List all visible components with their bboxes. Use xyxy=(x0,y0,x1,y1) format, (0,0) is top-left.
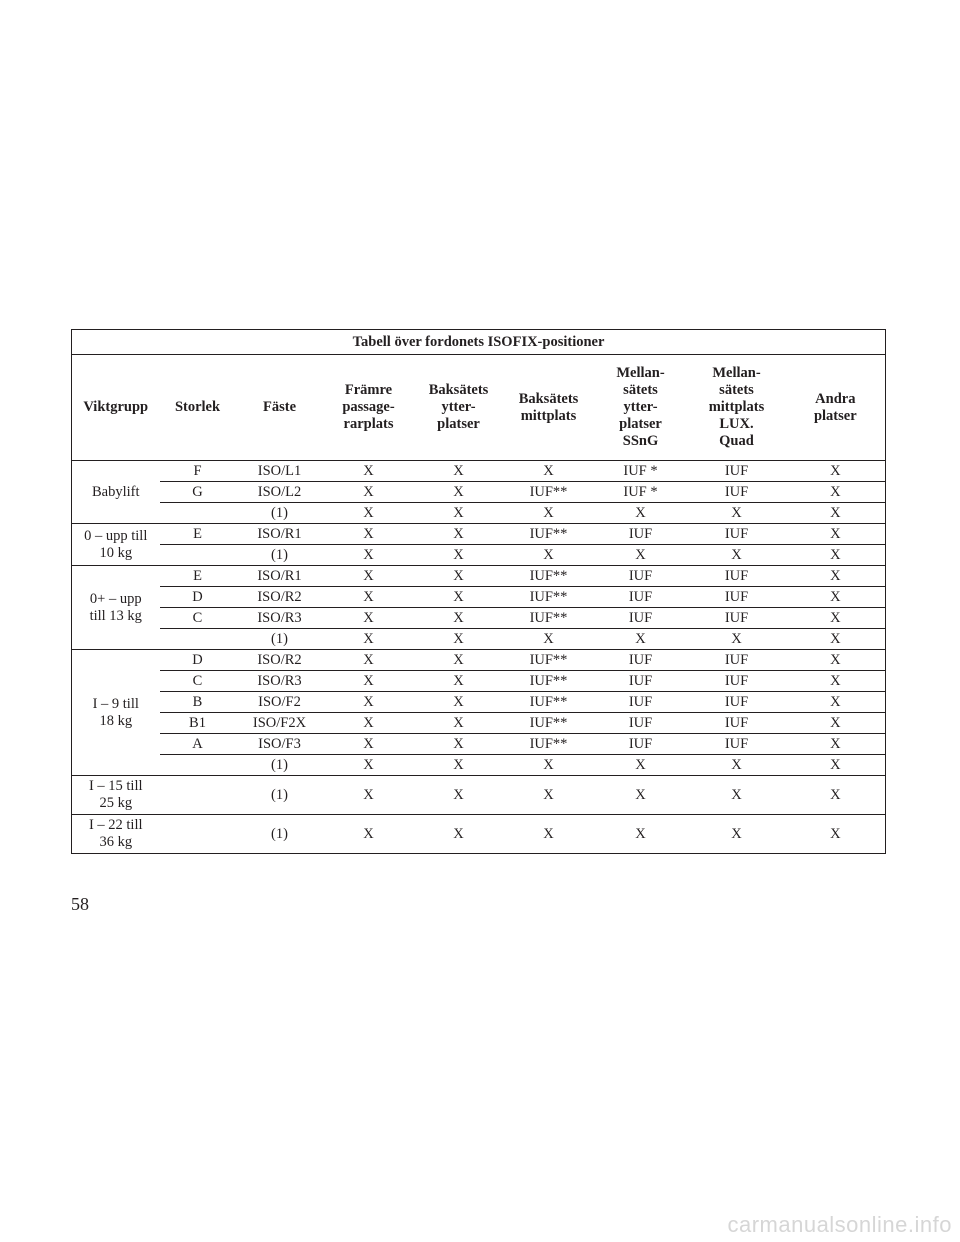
table-cell: IUF xyxy=(688,734,786,755)
table-cell: X xyxy=(324,734,414,755)
table-cell: X xyxy=(324,587,414,608)
table-cell: D xyxy=(160,650,236,671)
table-cell: IUF xyxy=(688,482,786,503)
table-cell: IUF * xyxy=(594,482,688,503)
weight-group-cell: I – 22 till 36 kg xyxy=(72,815,160,854)
table-cell: IUF xyxy=(594,734,688,755)
table-row xyxy=(72,587,886,608)
table-cell: X xyxy=(688,755,786,776)
table-cell: X xyxy=(414,629,504,650)
table-cell: X xyxy=(504,503,594,524)
table-row xyxy=(72,671,886,692)
table-cell: IUF xyxy=(688,671,786,692)
table-cell: IUF xyxy=(688,650,786,671)
table-cell: IUF xyxy=(688,692,786,713)
table-cell: X xyxy=(688,503,786,524)
table-cell: X xyxy=(414,482,504,503)
table-cell: IUF xyxy=(594,524,688,545)
column-header: Baksätets mittplats xyxy=(504,355,594,461)
table-cell: IUF xyxy=(688,524,786,545)
table-cell: X xyxy=(786,608,886,629)
table-cell: X xyxy=(414,524,504,545)
table-cell: X xyxy=(688,776,786,815)
table-cell: X xyxy=(414,734,504,755)
table-cell: ISO/R2 xyxy=(236,650,324,671)
table-cell xyxy=(160,815,236,854)
table-cell: IUF** xyxy=(504,734,594,755)
table-cell: X xyxy=(324,755,414,776)
table-cell: X xyxy=(324,629,414,650)
table-cell: ISO/R2 xyxy=(236,587,324,608)
table-cell: X xyxy=(594,755,688,776)
table-cell: X xyxy=(414,755,504,776)
table-cell: X xyxy=(324,503,414,524)
column-header: Viktgrupp xyxy=(72,355,160,461)
table-cell: X xyxy=(786,461,886,482)
table-cell: IUF xyxy=(594,650,688,671)
table-title: Tabell över fordonets ISOFIX-positioner xyxy=(72,330,886,355)
column-header: Främre passage- rarplats xyxy=(324,355,414,461)
table-cell: IUF xyxy=(594,587,688,608)
table-cell: X xyxy=(414,503,504,524)
column-header: Andra platser xyxy=(786,355,886,461)
table-cell: X xyxy=(414,608,504,629)
table-cell: F xyxy=(160,461,236,482)
table-row xyxy=(72,650,886,671)
table-cell: X xyxy=(594,545,688,566)
table-cell: X xyxy=(688,545,786,566)
table-cell xyxy=(160,545,236,566)
table-cell: (1) xyxy=(236,815,324,854)
table-cell: IUF * xyxy=(594,461,688,482)
table-cell: X xyxy=(324,650,414,671)
table-cell: X xyxy=(504,545,594,566)
table-cell: X xyxy=(594,776,688,815)
table-cell: G xyxy=(160,482,236,503)
table-cell: X xyxy=(786,629,886,650)
table-cell: IUF** xyxy=(504,608,594,629)
table-cell: X xyxy=(786,776,886,815)
table-row xyxy=(72,815,886,854)
table-cell: X xyxy=(594,503,688,524)
table-cell: IUF** xyxy=(504,671,594,692)
table-row xyxy=(72,461,886,482)
table-row xyxy=(72,629,886,650)
table-cell: X xyxy=(786,482,886,503)
table-cell: IUF xyxy=(594,566,688,587)
isofix-positions-table xyxy=(71,329,886,854)
table-cell: (1) xyxy=(236,755,324,776)
table-cell xyxy=(160,755,236,776)
table-cell: B xyxy=(160,692,236,713)
table-cell: X xyxy=(504,776,594,815)
weight-group-cell: Babylift xyxy=(72,461,160,524)
table-cell: C xyxy=(160,671,236,692)
table-cell: X xyxy=(324,545,414,566)
table-cell: (1) xyxy=(236,629,324,650)
table-cell: ISO/L1 xyxy=(236,461,324,482)
table-cell xyxy=(160,776,236,815)
table-cell: X xyxy=(594,629,688,650)
table-cell: X xyxy=(414,671,504,692)
table-cell: X xyxy=(786,503,886,524)
table-cell: X xyxy=(414,461,504,482)
table-cell: ISO/R1 xyxy=(236,566,324,587)
weight-group-cell: 0+ – upp till 13 kg xyxy=(72,566,160,650)
table-row xyxy=(72,503,886,524)
page-number: 58 xyxy=(71,894,89,914)
table-cell: X xyxy=(504,629,594,650)
table-cell: X xyxy=(786,650,886,671)
table-row xyxy=(72,524,886,545)
table-cell: X xyxy=(504,461,594,482)
table-cell: X xyxy=(688,629,786,650)
table-cell: IUF xyxy=(688,587,786,608)
table-cell: IUF xyxy=(688,566,786,587)
table-cell xyxy=(160,629,236,650)
table-cell: X xyxy=(324,524,414,545)
table-cell: IUF** xyxy=(504,713,594,734)
table-cell: (1) xyxy=(236,776,324,815)
table-cell: X xyxy=(594,815,688,854)
table-cell: IUF xyxy=(594,692,688,713)
table-cell: E xyxy=(160,566,236,587)
table-cell: X xyxy=(786,755,886,776)
table-cell: E xyxy=(160,524,236,545)
table-cell: X xyxy=(786,671,886,692)
table-cell: IUF xyxy=(688,713,786,734)
table-header-row xyxy=(72,355,886,461)
table-cell: X xyxy=(324,815,414,854)
table-cell: X xyxy=(504,815,594,854)
table-cell: ISO/L2 xyxy=(236,482,324,503)
table-cell: X xyxy=(786,524,886,545)
weight-group-cell: 0 – upp till 10 kg xyxy=(72,524,160,566)
table-cell: X xyxy=(786,692,886,713)
table-cell: X xyxy=(414,692,504,713)
table-cell: X xyxy=(786,545,886,566)
weight-group-cell: I – 15 till 25 kg xyxy=(72,776,160,815)
weight-group-cell: I – 9 till 18 kg xyxy=(72,650,160,776)
table-cell: IUF** xyxy=(504,524,594,545)
table-row xyxy=(72,776,886,815)
table-cell: IUF** xyxy=(504,566,594,587)
table-cell: X xyxy=(324,671,414,692)
table-row xyxy=(72,734,886,755)
table-row xyxy=(72,566,886,587)
table-cell: X xyxy=(688,815,786,854)
table-cell: A xyxy=(160,734,236,755)
table-cell: D xyxy=(160,587,236,608)
table-cell: (1) xyxy=(236,545,324,566)
table-row xyxy=(72,692,886,713)
table-row xyxy=(72,713,886,734)
column-header: Mellan- sätets ytter- platser SSnG xyxy=(594,355,688,461)
table-cell: IUF** xyxy=(504,482,594,503)
table-cell: IUF xyxy=(594,671,688,692)
table-cell: X xyxy=(786,734,886,755)
table-cell: X xyxy=(414,650,504,671)
table-body xyxy=(72,461,886,854)
column-header: Mellan- sätets mittplats LUX. Quad xyxy=(688,355,786,461)
table-cell: IUF** xyxy=(504,692,594,713)
table-cell: X xyxy=(324,776,414,815)
table-cell: X xyxy=(414,587,504,608)
column-header: Storlek xyxy=(160,355,236,461)
table-cell: X xyxy=(414,713,504,734)
table-cell: X xyxy=(414,566,504,587)
table-row xyxy=(72,608,886,629)
table-cell xyxy=(160,503,236,524)
table-row xyxy=(72,755,886,776)
table-cell: X xyxy=(324,692,414,713)
table-row xyxy=(72,482,886,503)
table-cell: ISO/R3 xyxy=(236,671,324,692)
table-cell: X xyxy=(414,545,504,566)
table-cell: IUF** xyxy=(504,587,594,608)
table-cell: ISO/R1 xyxy=(236,524,324,545)
table-cell: IUF xyxy=(688,461,786,482)
table-cell: X xyxy=(414,815,504,854)
table-cell: X xyxy=(324,566,414,587)
table-cell: (1) xyxy=(236,503,324,524)
table-cell: IUF xyxy=(594,713,688,734)
table-cell: X xyxy=(324,482,414,503)
watermark: carmanualsonline.info xyxy=(727,1212,952,1237)
table-cell: IUF xyxy=(594,608,688,629)
table-cell: X xyxy=(324,461,414,482)
table-cell: B1 xyxy=(160,713,236,734)
table-cell: X xyxy=(414,776,504,815)
table-cell: X xyxy=(786,713,886,734)
table-cell: ISO/F3 xyxy=(236,734,324,755)
table-cell: X xyxy=(324,608,414,629)
table-cell: X xyxy=(786,566,886,587)
column-header: Fäste xyxy=(236,355,324,461)
table-row xyxy=(72,545,886,566)
table-cell: ISO/F2 xyxy=(236,692,324,713)
table-cell: ISO/F2X xyxy=(236,713,324,734)
table-cell: X xyxy=(324,713,414,734)
table-cell: ISO/R3 xyxy=(236,608,324,629)
table-cell: X xyxy=(786,815,886,854)
table-cell: IUF xyxy=(688,608,786,629)
table-cell: IUF** xyxy=(504,650,594,671)
table-cell: X xyxy=(504,755,594,776)
column-header: Baksätets ytter- platser xyxy=(414,355,504,461)
table-cell: X xyxy=(786,587,886,608)
table-cell: C xyxy=(160,608,236,629)
